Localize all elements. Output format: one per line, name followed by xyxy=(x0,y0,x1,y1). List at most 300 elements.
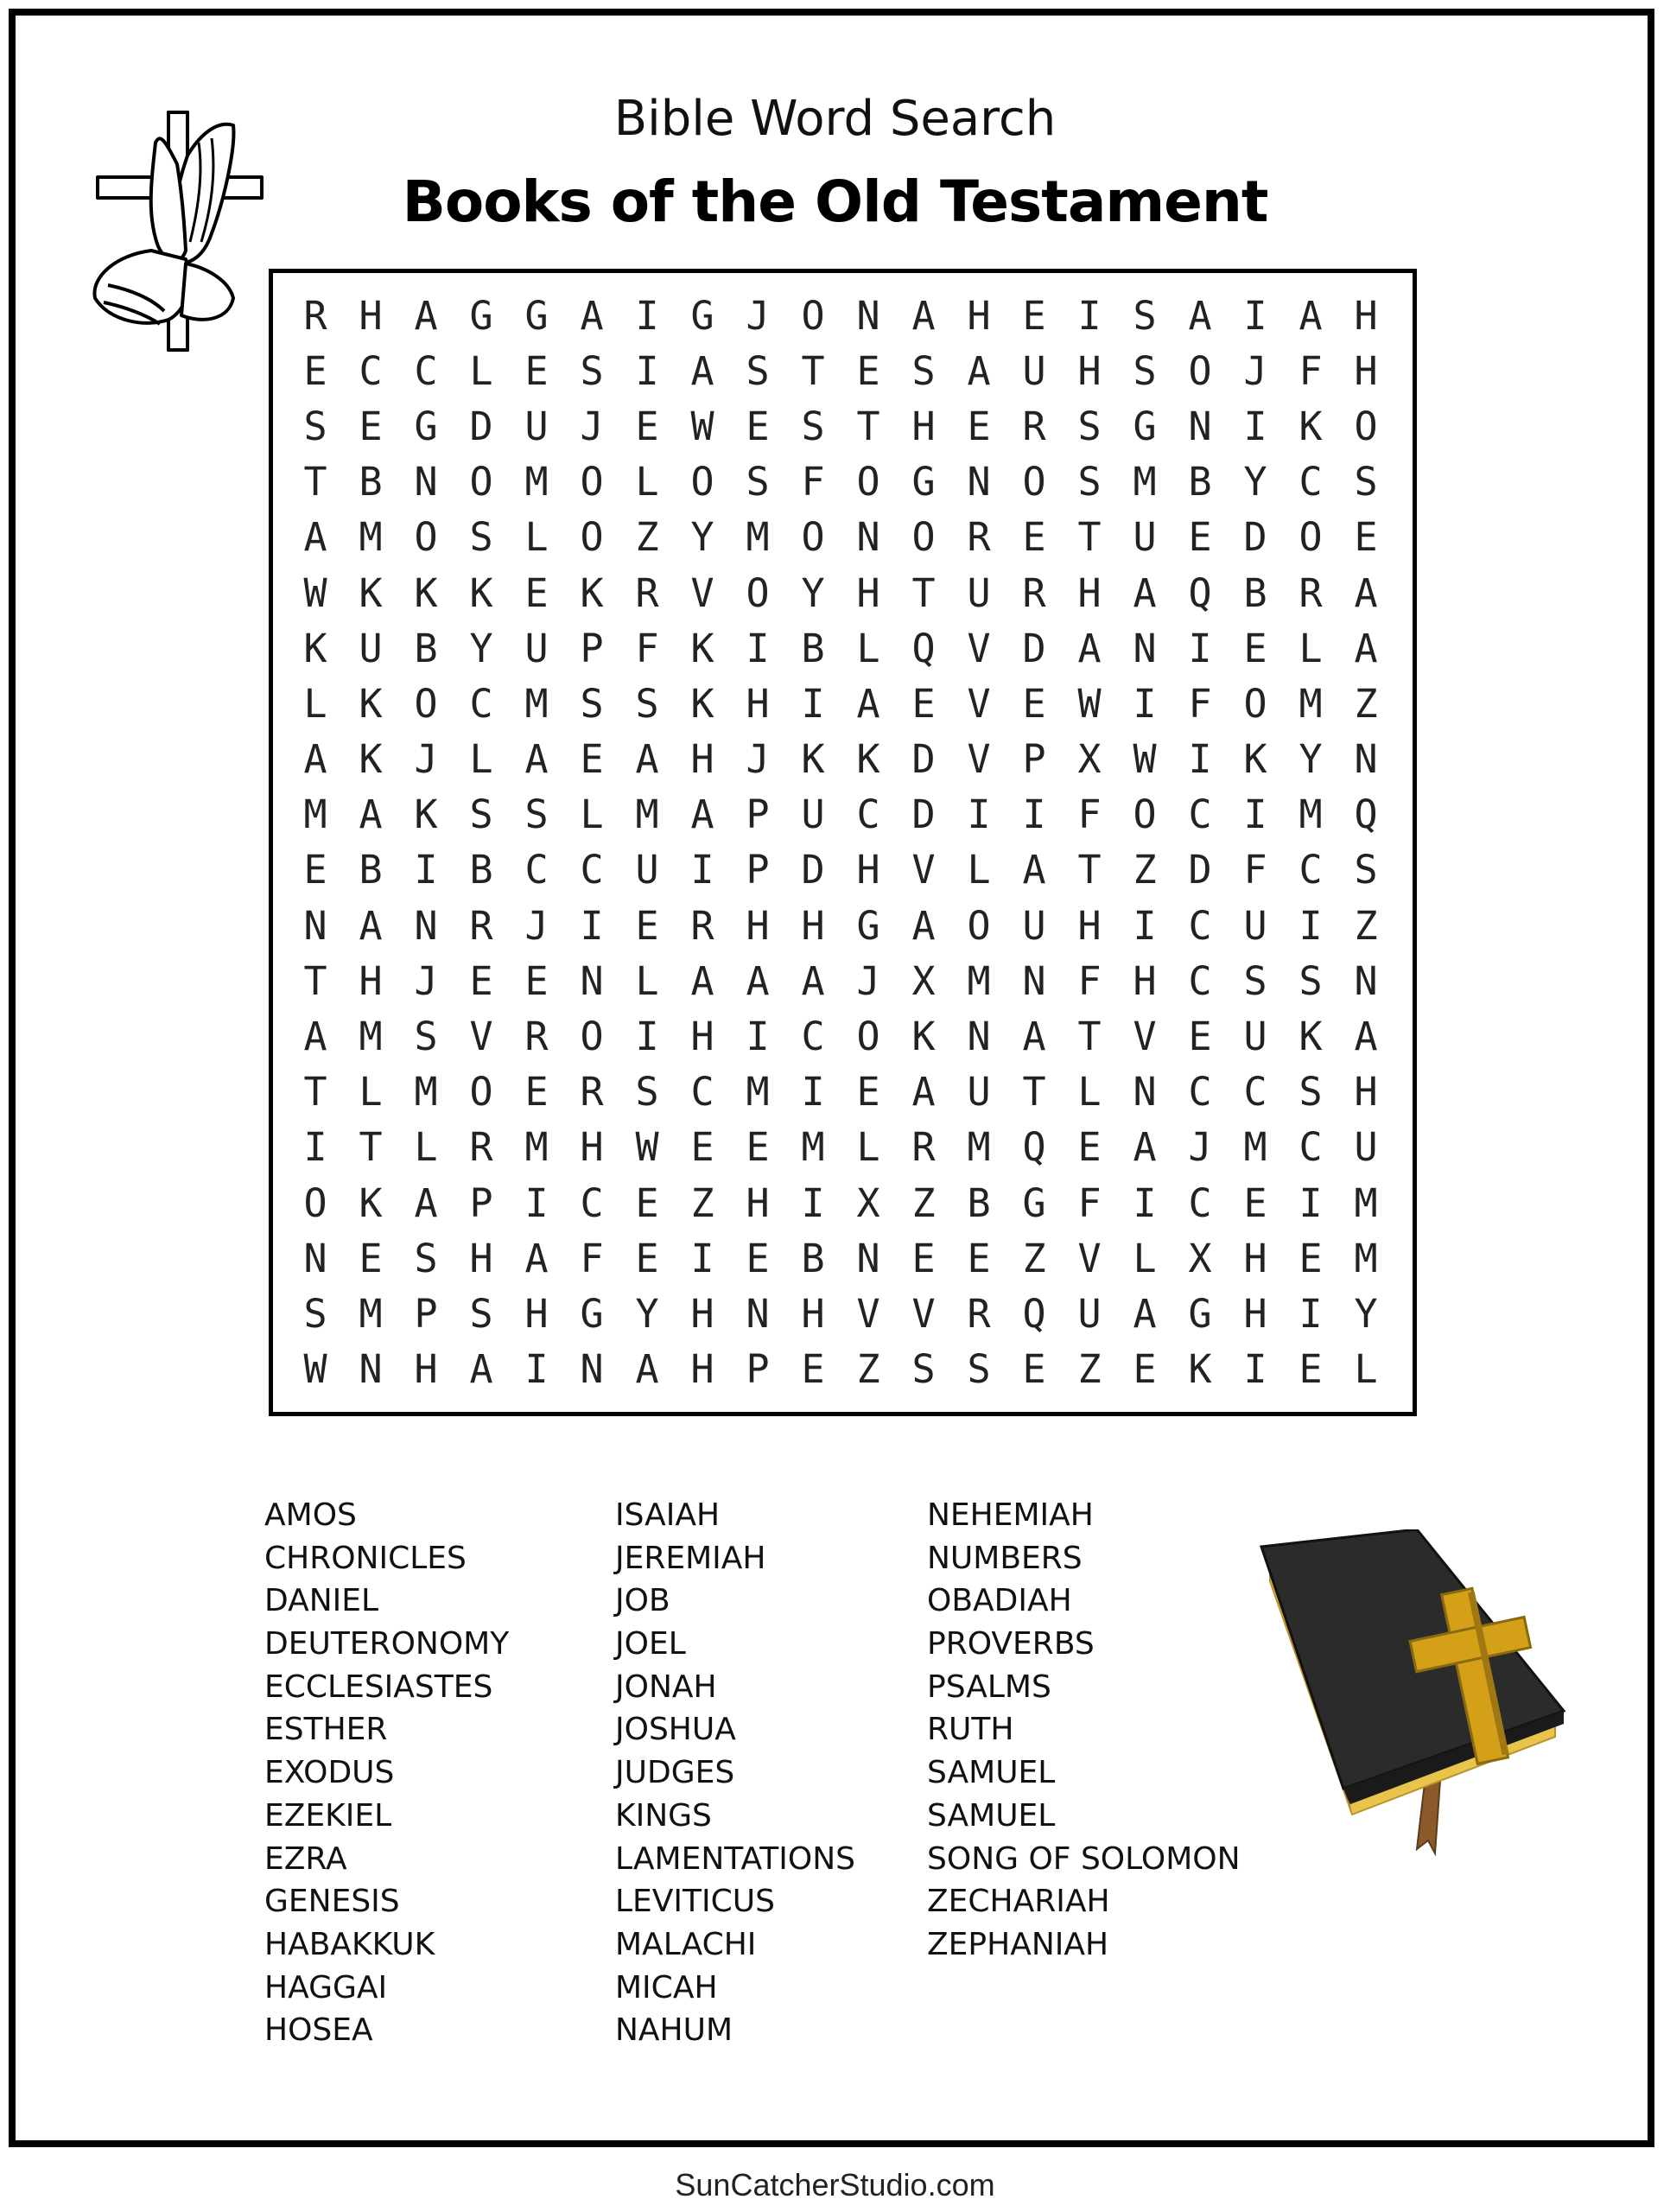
grid-letter: A xyxy=(967,347,991,394)
grid-letter: N xyxy=(1022,957,1046,1004)
grid-letter: O xyxy=(746,569,770,616)
grid-letter: A xyxy=(1188,292,1212,339)
grid-letter: U xyxy=(967,1069,991,1116)
grid-letter: B xyxy=(359,847,383,893)
grid-letter: L xyxy=(469,736,493,783)
grid-letter: E xyxy=(524,347,549,394)
word-list-item: JEREMIAH xyxy=(615,1540,766,1576)
grid-letter: L xyxy=(414,1124,438,1171)
grid-letter: E xyxy=(911,680,936,727)
grid-letter: N xyxy=(1354,957,1378,1004)
grid-letter: H xyxy=(524,1290,549,1337)
grid-letter: L xyxy=(635,459,659,505)
grid-letter: P xyxy=(746,1346,770,1393)
grid-letter: H xyxy=(1243,1290,1267,1337)
grid-letter: C xyxy=(1299,459,1323,505)
grid-letter: F xyxy=(1188,680,1212,727)
word-list-item: JOEL xyxy=(615,1626,686,1662)
grid-letter: F xyxy=(580,1235,604,1281)
grid-letter: L xyxy=(1299,625,1323,671)
grid-letter: L xyxy=(1354,1346,1378,1393)
word-list-item: LEVITICUS xyxy=(615,1884,775,1920)
word-search-grid-box xyxy=(269,269,1417,1416)
grid-letter: H xyxy=(469,1235,493,1281)
grid-letter: Q xyxy=(1354,791,1378,838)
grid-letter: I xyxy=(1243,403,1267,449)
grid-letter: C xyxy=(580,847,604,893)
grid-letter: N xyxy=(1133,625,1157,671)
grid-letter: J xyxy=(414,736,438,783)
grid-letter: I xyxy=(746,1014,770,1060)
grid-letter: S xyxy=(1354,459,1378,505)
grid-letter: H xyxy=(580,1124,604,1171)
grid-letter: U xyxy=(1243,1014,1267,1060)
grid-letter: P xyxy=(414,1290,438,1337)
grid-letter: E xyxy=(580,736,604,783)
grid-letter: J xyxy=(580,403,604,449)
grid-letter: O xyxy=(1133,791,1157,838)
grid-letter: M xyxy=(746,514,770,561)
word-list-item: HOSEA xyxy=(264,2012,373,2049)
grid-letter: B xyxy=(359,459,383,505)
grid-letter: C xyxy=(1188,1069,1212,1116)
grid-letter: E xyxy=(856,1069,880,1116)
grid-letter: R xyxy=(1022,403,1046,449)
grid-letter: G xyxy=(1188,1290,1212,1337)
grid-letter: E xyxy=(303,847,327,893)
grid-letter: R xyxy=(469,1124,493,1171)
grid-letter: E xyxy=(1077,1124,1102,1171)
grid-letter: R xyxy=(303,292,327,339)
grid-letter: V xyxy=(856,1290,880,1337)
grid-letter: M xyxy=(746,1069,770,1116)
grid-letter: K xyxy=(414,791,438,838)
grid-letter: A xyxy=(359,902,383,949)
grid-letter: A xyxy=(1022,1014,1046,1060)
grid-letter: V xyxy=(469,1014,493,1060)
grid-letter: N xyxy=(580,1346,604,1393)
grid-letter: V xyxy=(911,1290,936,1337)
grid-letter: V xyxy=(1077,1235,1102,1281)
grid-letter: E xyxy=(690,1124,714,1171)
grid-letter: A xyxy=(580,292,604,339)
grid-letter: E xyxy=(856,347,880,394)
grid-letter: H xyxy=(1077,569,1102,616)
grid-letter: S xyxy=(1243,957,1267,1004)
grid-letter: K xyxy=(303,625,327,671)
word-list-item: HAGGAI xyxy=(264,1969,388,2005)
grid-letter: K xyxy=(1188,1346,1212,1393)
grid-letter: E xyxy=(1022,1346,1046,1393)
grid-letter: O xyxy=(690,459,714,505)
grid-letter: Q xyxy=(1022,1290,1046,1337)
grid-letter: C xyxy=(1299,847,1323,893)
grid-letter: Q xyxy=(1022,1124,1046,1171)
grid-letter: R xyxy=(1022,569,1046,616)
grid-letter: G xyxy=(469,292,493,339)
grid-letter: A xyxy=(635,736,659,783)
grid-letter: D xyxy=(911,791,936,838)
grid-letter: A xyxy=(1133,1124,1157,1171)
grid-letter: J xyxy=(856,957,880,1004)
grid-letter: C xyxy=(801,1014,825,1060)
grid-letter: Y xyxy=(1243,459,1267,505)
word-search-grid xyxy=(288,288,1394,1397)
grid-letter: S xyxy=(414,1014,438,1060)
grid-letter: A xyxy=(1354,1014,1378,1060)
grid-letter: U xyxy=(359,625,383,671)
word-list-item: JOSHUA xyxy=(615,1712,736,1748)
grid-letter: J xyxy=(746,736,770,783)
grid-letter: T xyxy=(303,1069,327,1116)
grid-letter: I xyxy=(524,1346,549,1393)
grid-letter: V xyxy=(967,680,991,727)
word-list-item: CHRONICLES xyxy=(264,1540,467,1576)
grid-letter: C xyxy=(469,680,493,727)
grid-letter: H xyxy=(1354,292,1378,339)
grid-letter: R xyxy=(580,1069,604,1116)
word-list-item: KINGS xyxy=(615,1797,712,1834)
word-list-item: SAMUEL xyxy=(927,1797,1056,1834)
grid-letter: U xyxy=(1354,1124,1378,1171)
grid-letter: B xyxy=(469,847,493,893)
grid-letter: H xyxy=(359,957,383,1004)
grid-letter: A xyxy=(303,736,327,783)
grid-letter: I xyxy=(1299,1290,1323,1337)
grid-letter: H xyxy=(856,569,880,616)
grid-letter: O xyxy=(469,459,493,505)
grid-letter: H xyxy=(1354,1069,1378,1116)
grid-letter: O xyxy=(1022,459,1046,505)
grid-letter: G xyxy=(690,292,714,339)
grid-letter: L xyxy=(856,1124,880,1171)
grid-letter: D xyxy=(469,403,493,449)
grid-letter: S xyxy=(801,403,825,449)
grid-letter: I xyxy=(1022,791,1046,838)
grid-letter: C xyxy=(856,791,880,838)
grid-letter: Q xyxy=(911,625,936,671)
grid-letter: V xyxy=(967,625,991,671)
grid-letter: I xyxy=(635,347,659,394)
grid-letter: M xyxy=(1299,680,1323,727)
grid-letter: A xyxy=(911,902,936,949)
word-list-item: RUTH xyxy=(927,1712,1014,1748)
word-list-item: EXODUS xyxy=(264,1755,395,1791)
grid-letter: S xyxy=(746,347,770,394)
grid-letter: L xyxy=(580,791,604,838)
grid-letter: E xyxy=(524,1069,549,1116)
grid-letter: A xyxy=(911,1069,936,1116)
grid-letter: A xyxy=(1133,1290,1157,1337)
grid-letter: I xyxy=(580,902,604,949)
grid-letter: L xyxy=(635,957,659,1004)
grid-letter: Z xyxy=(1354,680,1378,727)
grid-letter: M xyxy=(359,1290,383,1337)
grid-letter: J xyxy=(524,902,549,949)
grid-letter: F xyxy=(1243,847,1267,893)
grid-letter: E xyxy=(359,1235,383,1281)
grid-letter: I xyxy=(1299,902,1323,949)
grid-letter: O xyxy=(1299,514,1323,561)
grid-letter: I xyxy=(801,1069,825,1116)
grid-letter: T xyxy=(856,403,880,449)
grid-letter: S xyxy=(746,459,770,505)
grid-letter: E xyxy=(524,569,549,616)
grid-letter: M xyxy=(1354,1179,1378,1226)
grid-letter: M xyxy=(524,680,549,727)
grid-letter: I xyxy=(1188,736,1212,783)
grid-letter: A xyxy=(1299,292,1323,339)
grid-letter: H xyxy=(746,902,770,949)
grid-letter: A xyxy=(414,1179,438,1226)
word-list-item: GENESIS xyxy=(264,1884,400,1920)
grid-letter: I xyxy=(1133,902,1157,949)
grid-letter: A xyxy=(911,292,936,339)
grid-letter: E xyxy=(1299,1346,1323,1393)
page-title: Bible Word Search xyxy=(613,91,1057,147)
grid-letter: B xyxy=(1243,569,1267,616)
grid-letter: F xyxy=(1077,957,1102,1004)
grid-letter: S xyxy=(469,1290,493,1337)
grid-letter: M xyxy=(967,957,991,1004)
grid-letter: E xyxy=(801,1346,825,1393)
grid-letter: V xyxy=(967,736,991,783)
grid-letter: W xyxy=(1077,680,1102,727)
word-list-column-2 xyxy=(615,1494,855,2052)
grid-letter: D xyxy=(801,847,825,893)
grid-letter: K xyxy=(690,680,714,727)
grid-letter: E xyxy=(1022,292,1046,339)
grid-letter: L xyxy=(469,347,493,394)
grid-letter: N xyxy=(580,957,604,1004)
word-list-item: SONG OF SOLOMON xyxy=(927,1840,1241,1877)
grid-letter: I xyxy=(1188,625,1212,671)
grid-letter: A xyxy=(1354,569,1378,616)
grid-letter: M xyxy=(524,459,549,505)
grid-letter: K xyxy=(359,736,383,783)
grid-letter: O xyxy=(856,459,880,505)
grid-letter: H xyxy=(911,403,936,449)
grid-letter: T xyxy=(1077,847,1102,893)
grid-letter: A xyxy=(856,680,880,727)
grid-letter: A xyxy=(801,957,825,1004)
grid-letter: G xyxy=(580,1290,604,1337)
grid-letter: N xyxy=(1354,736,1378,783)
grid-letter: Z xyxy=(1133,847,1157,893)
grid-letter: L xyxy=(303,680,327,727)
word-list-item: ESTHER xyxy=(264,1712,388,1748)
grid-letter: L xyxy=(524,514,549,561)
word-list-item: LAMENTATIONS xyxy=(615,1840,855,1877)
grid-letter: A xyxy=(1022,847,1046,893)
grid-letter: E xyxy=(359,403,383,449)
grid-letter: H xyxy=(1243,1235,1267,1281)
grid-letter: A xyxy=(524,1235,549,1281)
grid-letter: S xyxy=(580,347,604,394)
grid-letter: N xyxy=(1188,403,1212,449)
grid-letter: K xyxy=(1299,403,1323,449)
grid-letter: B xyxy=(1188,459,1212,505)
grid-letter: R xyxy=(911,1124,936,1171)
grid-letter: D xyxy=(1243,514,1267,561)
grid-letter: S xyxy=(1133,347,1157,394)
grid-letter: D xyxy=(1188,847,1212,893)
grid-letter: E xyxy=(1354,514,1378,561)
grid-letter: T xyxy=(359,1124,383,1171)
grid-letter: H xyxy=(746,680,770,727)
grid-letter: I xyxy=(1243,791,1267,838)
grid-letter: C xyxy=(1188,957,1212,1004)
word-list-item: MICAH xyxy=(615,1969,718,2005)
grid-letter: H xyxy=(801,902,825,949)
grid-letter: X xyxy=(911,957,936,1004)
grid-letter: Z xyxy=(1354,902,1378,949)
grid-letter: S xyxy=(414,1235,438,1281)
grid-letter: U xyxy=(524,403,549,449)
grid-letter: L xyxy=(359,1069,383,1116)
grid-letter: C xyxy=(1243,1069,1267,1116)
grid-letter: O xyxy=(303,1179,327,1226)
grid-letter: S xyxy=(303,1290,327,1337)
grid-letter: C xyxy=(1188,1179,1212,1226)
grid-letter: M xyxy=(801,1124,825,1171)
grid-letter: C xyxy=(359,347,383,394)
grid-letter: Z xyxy=(690,1179,714,1226)
grid-letter: E xyxy=(911,1235,936,1281)
grid-letter: G xyxy=(414,403,438,449)
grid-letter: O xyxy=(414,680,438,727)
grid-letter: E xyxy=(967,403,991,449)
grid-letter: A xyxy=(690,957,714,1004)
grid-letter: C xyxy=(1188,902,1212,949)
grid-letter: F xyxy=(1299,347,1323,394)
grid-letter: K xyxy=(856,736,880,783)
word-list-item: ECCLESIASTES xyxy=(264,1669,493,1705)
grid-letter: L xyxy=(967,847,991,893)
grid-letter: T xyxy=(303,957,327,1004)
grid-letter: K xyxy=(911,1014,936,1060)
grid-letter: I xyxy=(1243,292,1267,339)
grid-letter: E xyxy=(635,403,659,449)
grid-letter: J xyxy=(1188,1124,1212,1171)
grid-letter: R xyxy=(690,902,714,949)
grid-letter: S xyxy=(1354,847,1378,893)
grid-letter: R xyxy=(469,902,493,949)
grid-letter: U xyxy=(1243,902,1267,949)
grid-letter: N xyxy=(1133,1069,1157,1116)
grid-letter: A xyxy=(1354,625,1378,671)
grid-letter: N xyxy=(856,514,880,561)
grid-letter: K xyxy=(359,1179,383,1226)
word-list-item: AMOS xyxy=(264,1497,357,1533)
grid-letter: H xyxy=(690,1346,714,1393)
word-list-item: MALACHI xyxy=(615,1926,757,1962)
grid-letter: U xyxy=(1022,902,1046,949)
grid-letter: O xyxy=(580,459,604,505)
grid-letter: D xyxy=(911,736,936,783)
grid-letter: U xyxy=(967,569,991,616)
grid-letter: C xyxy=(690,1069,714,1116)
grid-letter: V xyxy=(1133,1014,1157,1060)
grid-letter: I xyxy=(1299,1179,1323,1226)
grid-letter: U xyxy=(524,625,549,671)
grid-letter: M xyxy=(524,1124,549,1171)
grid-letter: P xyxy=(469,1179,493,1226)
grid-letter: Z xyxy=(911,1179,936,1226)
grid-letter: I xyxy=(303,1124,327,1171)
grid-letter: H xyxy=(856,847,880,893)
bible-book-icon xyxy=(1257,1529,1581,1866)
grid-letter: E xyxy=(967,1235,991,1281)
grid-letter: F xyxy=(635,625,659,671)
grid-letter: K xyxy=(1299,1014,1323,1060)
word-list-item: HABAKKUK xyxy=(264,1926,435,1962)
grid-letter: M xyxy=(303,791,327,838)
grid-letter: S xyxy=(469,791,493,838)
grid-letter: M xyxy=(967,1124,991,1171)
grid-letter: C xyxy=(414,347,438,394)
grid-letter: U xyxy=(1133,514,1157,561)
grid-letter: T xyxy=(303,459,327,505)
word-list-item: DEUTERONOMY xyxy=(264,1626,510,1662)
grid-letter: I xyxy=(690,847,714,893)
grid-letter: O xyxy=(580,514,604,561)
grid-letter: H xyxy=(690,1290,714,1337)
grid-letter: G xyxy=(524,292,549,339)
grid-letter: A xyxy=(414,292,438,339)
grid-letter: E xyxy=(469,957,493,1004)
grid-letter: R xyxy=(967,514,991,561)
grid-letter: Y xyxy=(469,625,493,671)
grid-letter: M xyxy=(1133,459,1157,505)
grid-letter: Y xyxy=(801,569,825,616)
grid-letter: O xyxy=(911,514,936,561)
grid-letter: L xyxy=(856,625,880,671)
grid-letter: K xyxy=(469,569,493,616)
grid-letter: M xyxy=(635,791,659,838)
word-list-item: PROVERBS xyxy=(927,1626,1095,1662)
grid-letter: N xyxy=(414,902,438,949)
grid-letter: E xyxy=(635,1235,659,1281)
grid-letter: C xyxy=(524,847,549,893)
grid-letter: K xyxy=(359,569,383,616)
grid-letter: Z xyxy=(1022,1235,1046,1281)
grid-letter: I xyxy=(801,680,825,727)
word-list-item: ZEPHANIAH xyxy=(927,1926,1109,1962)
grid-letter: E xyxy=(1022,680,1046,727)
grid-letter: H xyxy=(1077,902,1102,949)
grid-letter: W xyxy=(635,1124,659,1171)
grid-letter: E xyxy=(746,403,770,449)
grid-letter: U xyxy=(635,847,659,893)
grid-letter: I xyxy=(746,625,770,671)
grid-letter: M xyxy=(1299,791,1323,838)
grid-letter: E xyxy=(635,1179,659,1226)
grid-letter: N xyxy=(967,1014,991,1060)
grid-letter: M xyxy=(414,1069,438,1116)
grid-letter: S xyxy=(524,791,549,838)
grid-letter: S xyxy=(303,403,327,449)
grid-letter: O xyxy=(801,292,825,339)
grid-letter: O xyxy=(414,514,438,561)
grid-letter: A xyxy=(1077,625,1102,671)
grid-letter: W xyxy=(303,1346,327,1393)
grid-letter: C xyxy=(1188,791,1212,838)
grid-letter: I xyxy=(635,1014,659,1060)
grid-letter: F xyxy=(1077,1179,1102,1226)
grid-letter: C xyxy=(1299,1124,1323,1171)
word-list-item: EZEKIEL xyxy=(264,1797,392,1834)
